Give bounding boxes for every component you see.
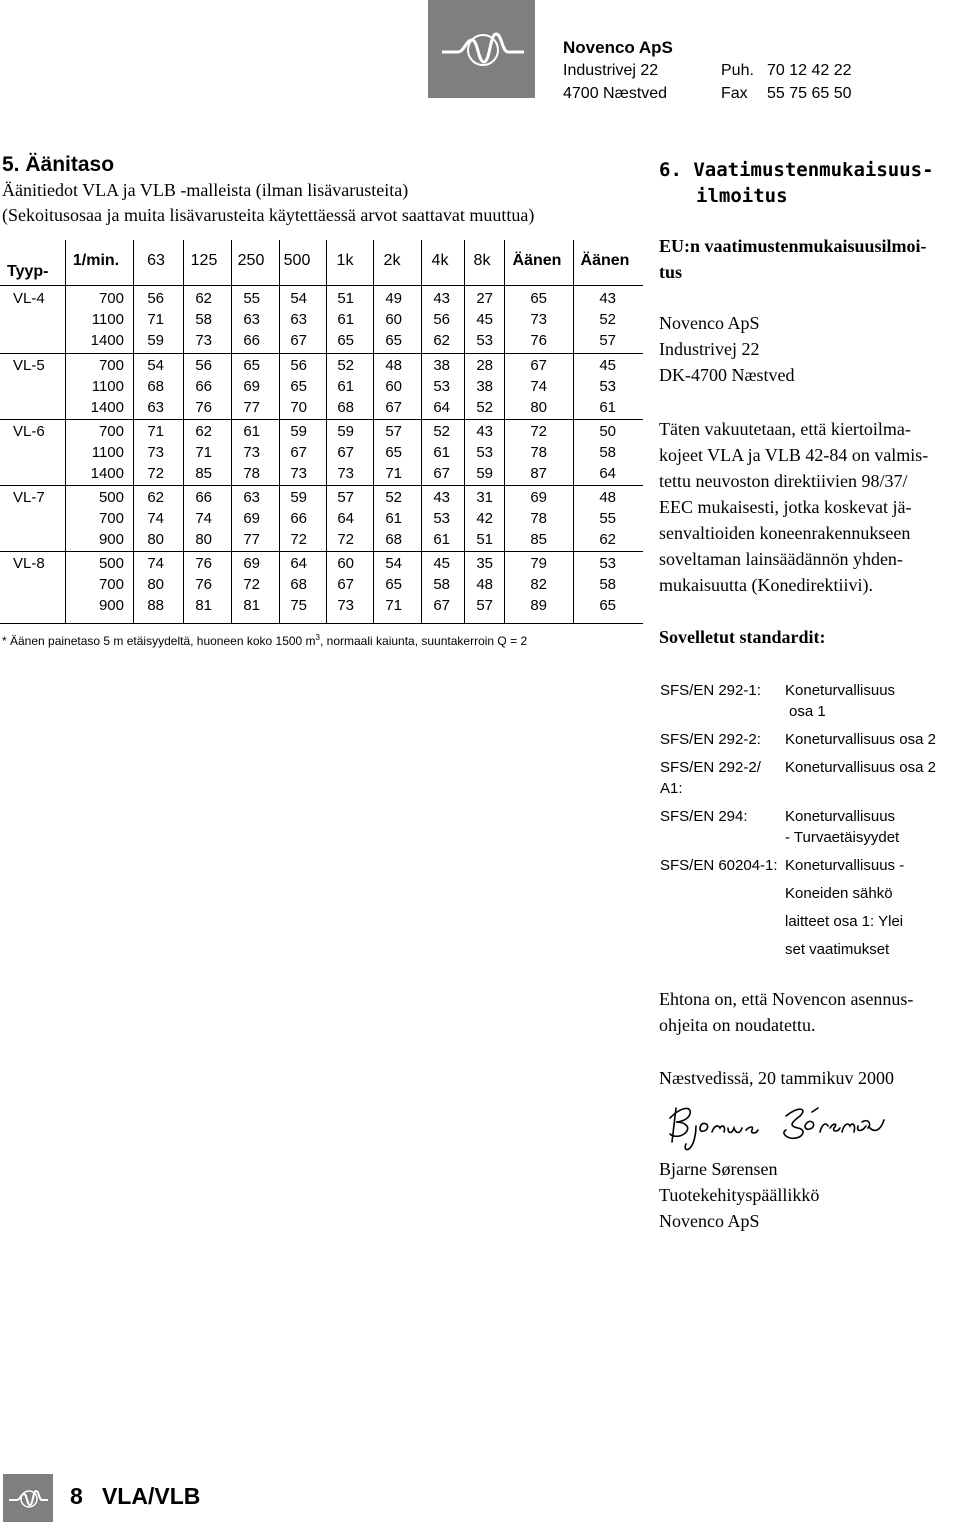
table-cell: 71 — [147, 423, 164, 440]
table-column-header: 125 — [190, 252, 218, 269]
table-cell: 59 — [337, 423, 354, 440]
table-cell: 52 — [476, 399, 493, 416]
table-cell: 27 — [476, 290, 493, 307]
table-cell: 61 — [433, 444, 450, 461]
table-cell: 73 — [243, 444, 260, 461]
table-cell: 73 — [195, 332, 212, 349]
table-cell: 71 — [147, 311, 164, 328]
table-cell: 65 — [530, 290, 547, 307]
page-number: 8 — [70, 1483, 83, 1509]
table-cell: 67 — [290, 444, 307, 461]
table-cell: 56 — [433, 311, 450, 328]
table-column-header: 2k — [383, 252, 401, 269]
eu-heading-line1: EU:n vaatimustenmukaisuusilmoi- — [659, 236, 927, 256]
table-cell: 60 — [385, 378, 402, 395]
table-column-header: 4k — [431, 252, 449, 269]
table-cell: 45 — [476, 311, 493, 328]
table-cell: 55 — [243, 290, 260, 307]
table-cell: 59 — [476, 465, 493, 482]
table-cell: 76 — [195, 399, 212, 416]
table-cell: 38 — [433, 357, 450, 374]
table-cell: 56 — [195, 357, 212, 374]
table-cell: 1400 — [90, 332, 124, 349]
table-cell: 52 — [385, 489, 402, 506]
address-line3: DK-4700 Næstved — [659, 365, 795, 385]
table-cell: 59 — [290, 423, 307, 440]
table-group-name: VL-4 — [13, 290, 45, 307]
table-cell: 57 — [385, 423, 402, 440]
fax-label: Fax — [721, 85, 748, 102]
section5-intro-line2: (Sekoitusosaa ja muita lisävarusteita käytettäessä arvot saattavat muuttua) — [2, 205, 535, 225]
table-cell: 66 — [195, 489, 212, 506]
product-name: VLA/VLB — [101, 1483, 201, 1509]
header-divider — [0, 285, 643, 286]
table-cell: 50 — [599, 423, 616, 440]
table-cell: 56 — [147, 290, 164, 307]
table-group-name: VL-8 — [13, 555, 45, 572]
table-cell: 74 — [195, 510, 212, 527]
table-cell: 71 — [195, 444, 212, 461]
section6-title — [659, 157, 934, 209]
table-cell: 74 — [147, 555, 164, 572]
table-cell: 38 — [476, 378, 493, 395]
table-footnote — [2, 633, 527, 648]
handwritten-signature — [662, 1098, 897, 1158]
table-cell: 55 — [599, 510, 616, 527]
table-cell: 43 — [433, 290, 450, 307]
table-cell: 85 — [530, 531, 547, 548]
table-cell: 62 — [195, 290, 212, 307]
declaration-line: Täten vakuutetaan, että kiertoilma- — [659, 419, 911, 439]
installation-note-line1: Ehtona on, että Novencon asennus- — [659, 989, 914, 1009]
table-cell: 73 — [290, 465, 307, 482]
table-cell: 63 — [243, 489, 260, 506]
table-cell: 1100 — [91, 378, 124, 395]
table-cell: 61 — [337, 311, 354, 328]
table-cell: 28 — [476, 357, 493, 374]
table-cell: 900 — [98, 531, 124, 548]
column-divider — [373, 240, 374, 623]
table-cell: 58 — [599, 576, 616, 593]
std-code: SFS/EN 292-2/ — [660, 759, 761, 776]
table-bottom-rule — [0, 623, 643, 624]
type-column-header: Tyyp- — [7, 263, 49, 280]
declaration-line: tettu neuvoston direktiivien 98/37/ — [659, 471, 908, 491]
table-cell: 45 — [433, 555, 450, 572]
table-cell: 54 — [290, 290, 307, 307]
table-cell: 73 — [147, 444, 164, 461]
table-cell: 67 — [290, 332, 307, 349]
std-desc: Koneturvallisuus - — [785, 857, 905, 874]
table-cell: 77 — [243, 531, 260, 548]
column-divider — [231, 240, 232, 623]
table-cell: 68 — [290, 576, 307, 593]
table-cell: 66 — [195, 378, 212, 395]
eu-heading-line2: tus — [659, 262, 683, 282]
table-cell: 58 — [433, 576, 450, 593]
std-code: SFS/EN 294: — [660, 808, 748, 825]
table-cell: 89 — [530, 597, 547, 614]
table-cell: 64 — [290, 555, 307, 572]
table-cell: 65 — [243, 357, 260, 374]
declaration-line: mukaisuutta (Konedirektiivi). — [659, 575, 873, 595]
table-cell: 500 — [98, 555, 124, 572]
table-cell: 72 — [290, 531, 307, 548]
table-cell: 60 — [385, 311, 402, 328]
company-name: Novenco ApS — [563, 38, 673, 57]
column-divider — [573, 240, 574, 623]
table-cell: 71 — [385, 465, 402, 482]
section6-title-line2: ilmoitus — [696, 185, 788, 207]
address-line1: Novenco ApS — [659, 313, 760, 333]
table-cell: 81 — [243, 597, 260, 614]
footer-wave-logo-icon — [3, 1474, 53, 1522]
eu-declaration-heading — [659, 233, 959, 285]
table-cell: 71 — [385, 597, 402, 614]
table-cell: 72 — [243, 576, 260, 593]
table-cell: 82 — [530, 576, 547, 593]
phone-label: Puh. — [721, 62, 754, 79]
table-cell: 48 — [599, 489, 616, 506]
table-cell: 35 — [476, 555, 493, 572]
table-group-name: VL-6 — [13, 423, 45, 440]
table-cell: 87 — [530, 465, 547, 482]
table-column-header: Äänen — [512, 252, 562, 269]
address-line2: Industrivej 22 — [659, 339, 760, 359]
table-cell: 48 — [476, 576, 493, 593]
table-column-header: 500 — [283, 252, 311, 269]
table-cell: 67 — [530, 357, 547, 374]
manufacturer-address — [659, 310, 959, 388]
table-cell: 65 — [599, 597, 616, 614]
table-cell: 72 — [337, 531, 354, 548]
table-column-header: 8k — [473, 252, 491, 269]
table-cell: 74 — [147, 510, 164, 527]
table-cell: 43 — [433, 489, 450, 506]
table-group-name: VL-7 — [13, 489, 45, 506]
std-desc: Koneturvallisuus — [785, 682, 896, 699]
section5-intro-line1: Äänitiedot VLA ja VLB -malleista (ilman lisävarusteita) — [2, 180, 409, 200]
table-cell: 85 — [195, 465, 212, 482]
table-cell: 53 — [599, 378, 616, 395]
table-column-header: Äänen — [580, 252, 630, 269]
table-cell: 69 — [530, 489, 547, 506]
company-address: Industrivej 22 — [563, 62, 659, 79]
table-cell: 65 — [385, 444, 402, 461]
table-cell: 42 — [476, 510, 493, 527]
declaration-line: soveltaman lainsäädännön yhden- — [659, 549, 903, 569]
table-cell: 76 — [195, 555, 212, 572]
table-cell: 53 — [476, 332, 493, 349]
std-desc: Koneturvallisuus osa 2 — [785, 759, 936, 776]
std-code: A1: — [660, 780, 683, 797]
table-cell: 54 — [147, 357, 164, 374]
table-cell: 48 — [385, 357, 402, 374]
table-cell: 500 — [98, 489, 124, 506]
table-cell: 62 — [599, 531, 616, 548]
table-cell: 31 — [476, 489, 493, 506]
table-cell: 62 — [195, 423, 212, 440]
table-cell: 63 — [290, 311, 307, 328]
table-cell: 65 — [385, 576, 402, 593]
table-cell: 66 — [290, 510, 307, 527]
table-cell: 61 — [433, 531, 450, 548]
table-cell: 58 — [195, 311, 212, 328]
table-cell: 67 — [337, 576, 354, 593]
table-cell: 69 — [243, 378, 260, 395]
table-cell: 80 — [530, 399, 547, 416]
std-desc: laitteet osa 1: Ylei — [785, 913, 904, 930]
installation-note-line2: ohjeita on noudatettu. — [659, 1015, 816, 1035]
table-cell: 61 — [243, 423, 260, 440]
table-cell: 53 — [599, 555, 616, 572]
table-cell: 70 — [290, 399, 307, 416]
signer-name: Bjarne Sørensen — [659, 1159, 778, 1179]
table-cell: 76 — [530, 332, 547, 349]
table-cell: 80 — [147, 531, 164, 548]
table-cell: 1100 — [91, 311, 124, 328]
table-cell: 57 — [476, 597, 493, 614]
table-cell: 79 — [530, 555, 547, 572]
column-divider — [133, 240, 134, 623]
table-cell: 700 — [98, 510, 124, 527]
std-desc: Koneiden sähkö — [785, 885, 893, 902]
table-column-header: 1/min. — [72, 252, 120, 269]
table-cell: 43 — [599, 290, 616, 307]
std-desc: set vaatimukset — [785, 941, 890, 958]
table-cell: 64 — [337, 510, 354, 527]
table-cell: 72 — [147, 465, 164, 482]
declaration-line: EEC mukaisesti, jotka koskevat jä- — [659, 497, 912, 517]
std-desc: - Turvaetäisyydet — [785, 829, 900, 846]
declaration-line: senvaltioiden koneenrakennukseen — [659, 523, 911, 543]
table-cell: 59 — [290, 489, 307, 506]
table-cell: 53 — [433, 510, 450, 527]
column-divider — [504, 240, 505, 623]
column-divider — [421, 240, 422, 623]
table-cell: 56 — [290, 357, 307, 374]
table-cell: 63 — [243, 311, 260, 328]
table-cell: 700 — [98, 423, 124, 440]
signer-title: Tuotekehityspäällikkö — [659, 1185, 820, 1205]
std-desc: osa 1 — [789, 703, 826, 720]
table-cell: 53 — [433, 378, 450, 395]
group-divider — [0, 551, 643, 552]
group-divider — [0, 353, 643, 354]
fax-number: 55 75 65 50 — [767, 85, 852, 102]
table-cell: 1400 — [90, 399, 124, 416]
table-cell: 900 — [98, 597, 124, 614]
table-cell: 68 — [337, 399, 354, 416]
section6-title-line1: 6. Vaatimustenmukaisuus- — [659, 159, 934, 181]
table-cell: 77 — [243, 399, 260, 416]
type-column-divider — [65, 240, 66, 623]
table-cell: 80 — [195, 531, 212, 548]
table-column-header: 1k — [336, 252, 354, 269]
table-group-name: VL-5 — [13, 357, 45, 374]
footnote-text: * Äänen painetaso 5 m etäisyydeltä, huoneen koko 1500 m — [2, 634, 316, 648]
table-cell: 61 — [337, 378, 354, 395]
std-desc: Koneturvallisuus osa 2 — [785, 731, 936, 748]
table-cell: 61 — [599, 399, 616, 416]
table-cell: 67 — [433, 465, 450, 482]
table-cell: 73 — [530, 311, 547, 328]
table-cell: 78 — [530, 510, 547, 527]
table-cell: 54 — [385, 555, 402, 572]
table-cell: 64 — [599, 465, 616, 482]
table-cell: 73 — [337, 597, 354, 614]
std-code: SFS/EN 60204-1: — [660, 857, 778, 874]
table-cell: 69 — [243, 510, 260, 527]
table-cell: 69 — [243, 555, 260, 572]
table-cell: 78 — [530, 444, 547, 461]
table-cell: 52 — [599, 311, 616, 328]
company-city: 4700 Næstved — [563, 85, 668, 102]
table-cell: 63 — [147, 399, 164, 416]
column-divider — [464, 240, 465, 623]
footnote-text-end: , normaali kaiunta, suuntakerroin Q = 2 — [320, 634, 528, 648]
wave-logo-icon — [428, 0, 535, 98]
table-cell: 52 — [337, 357, 354, 374]
table-cell: 67 — [385, 399, 402, 416]
group-divider — [0, 419, 643, 420]
table-cell: 59 — [147, 332, 164, 349]
table-cell: 62 — [433, 332, 450, 349]
table-cell: 81 — [195, 597, 212, 614]
standards-heading: Sovelletut standardit: — [659, 627, 826, 647]
table-cell: 49 — [385, 290, 402, 307]
table-column-header: 63 — [147, 252, 165, 269]
table-cell: 68 — [147, 378, 164, 395]
place-date: Næstvedissä, 20 tammikuv 2000 — [659, 1068, 894, 1088]
table-cell: 67 — [433, 597, 450, 614]
table-cell: 700 — [98, 290, 124, 307]
table-cell: 51 — [476, 531, 493, 548]
table-cell: 60 — [337, 555, 354, 572]
table-cell: 65 — [337, 332, 354, 349]
table-cell: 78 — [243, 465, 260, 482]
table-cell: 88 — [147, 597, 164, 614]
table-cell: 62 — [147, 489, 164, 506]
signer-company: Novenco ApS — [659, 1211, 760, 1231]
table-cell: 73 — [337, 465, 354, 482]
table-cell: 57 — [337, 489, 354, 506]
column-divider — [183, 240, 184, 623]
signer-block — [659, 1156, 959, 1234]
footer-novenco-logo — [3, 1474, 53, 1522]
std-code: SFS/EN 292-2: — [660, 731, 761, 748]
installation-note — [659, 986, 959, 1038]
group-divider — [0, 485, 643, 486]
declaration-text — [659, 416, 959, 598]
table-cell: 80 — [147, 576, 164, 593]
table-cell: 1400 — [90, 465, 124, 482]
table-cell: 53 — [476, 444, 493, 461]
novenco-logo — [428, 0, 535, 98]
table-cell: 51 — [337, 290, 354, 307]
table-cell: 52 — [433, 423, 450, 440]
table-cell: 700 — [98, 357, 124, 374]
section5-title: 5. Äänitaso — [2, 153, 115, 176]
table-cell: 1100 — [91, 444, 124, 461]
std-code: SFS/EN 292-1: — [660, 682, 761, 699]
std-desc: Koneturvallisuus — [785, 808, 896, 825]
column-divider — [326, 240, 327, 623]
phone-number: 70 12 42 22 — [767, 62, 852, 79]
table-cell: 700 — [98, 576, 124, 593]
table-cell: 76 — [195, 576, 212, 593]
table-cell: 61 — [385, 510, 402, 527]
footnote-superscript: 3 — [315, 633, 320, 642]
table-cell: 64 — [433, 399, 450, 416]
table-cell: 74 — [530, 378, 547, 395]
table-cell: 66 — [243, 332, 260, 349]
table-cell: 67 — [337, 444, 354, 461]
table-cell: 57 — [599, 332, 616, 349]
table-cell: 68 — [385, 531, 402, 548]
declaration-line: kojeet VLA ja VLB 42-84 on valmis- — [659, 445, 929, 465]
table-column-header: 250 — [237, 252, 265, 269]
table-cell: 58 — [599, 444, 616, 461]
column-divider — [279, 240, 280, 623]
table-cell: 43 — [476, 423, 493, 440]
table-cell: 65 — [290, 378, 307, 395]
footer-page-product — [70, 1483, 200, 1510]
table-cell: 75 — [290, 597, 307, 614]
table-cell: 65 — [385, 332, 402, 349]
table-cell: 45 — [599, 357, 616, 374]
table-cell: 72 — [530, 423, 547, 440]
